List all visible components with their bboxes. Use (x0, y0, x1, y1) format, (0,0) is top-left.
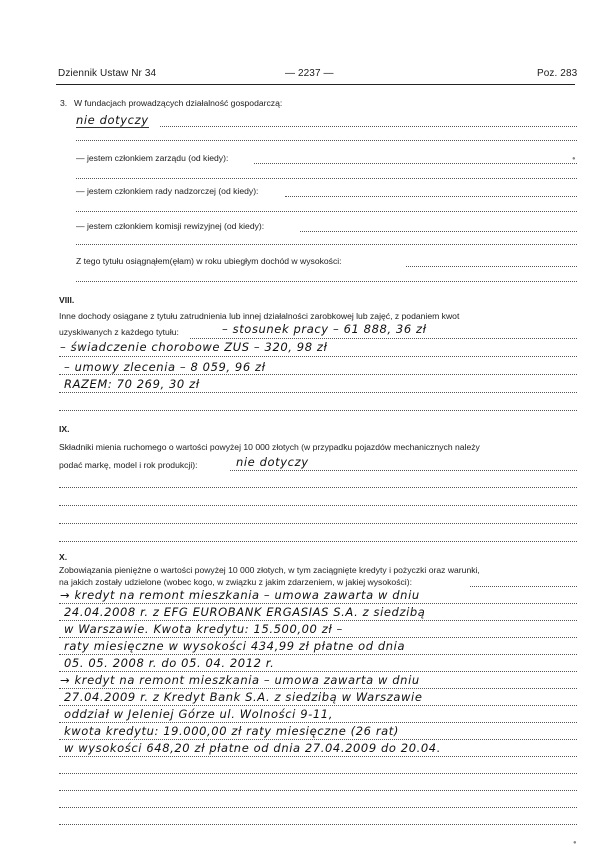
dotted-line (190, 338, 577, 339)
dotted-line (59, 790, 577, 791)
dotted-line (59, 487, 577, 488)
dotted-line (59, 620, 577, 621)
dotted-line (59, 541, 577, 542)
dotted-line (76, 281, 577, 282)
dotted-line (59, 637, 577, 638)
dotted-line (59, 392, 577, 393)
section8-line2: uzyskiwanych z każdego tytułu: (59, 327, 179, 337)
dotted-line (406, 266, 577, 267)
dotted-line (59, 773, 577, 774)
dotted-line (59, 523, 577, 524)
section10-line1: Zobowiązania pieniężne o wartości powyżej 10 000 złotych, w tym zaciągnięte kredyty i pożyczki oraz warunki, (59, 565, 480, 575)
header-rule (56, 84, 575, 85)
dotted-line (470, 586, 577, 587)
section3-label: 3. (60, 98, 68, 108)
section8-handwritten-2: – umowy zlecenia – 8 059, 96 zł (64, 360, 266, 374)
dotted-line (76, 244, 577, 245)
section10-handwritten-7: oddział w Jeleniej Górze ul. Wolności 9-11, (64, 707, 333, 721)
dotted-line (230, 470, 577, 471)
dotted-line (285, 196, 577, 197)
section10-handwritten-5: → kredyt na remont mieszkania – umowa zawarta w dniu (60, 673, 420, 687)
section10-handwritten-6: 27.04.2009 r. z Kredyt Bank S.A. z siedzibą w Warszawie (64, 690, 423, 704)
section9-line2: podać markę, model i rok produkcji): (59, 460, 198, 470)
dotted-line (76, 178, 577, 179)
dotted-line (59, 824, 577, 825)
page-number: — 2237 — (285, 68, 334, 79)
section3-item-audit: — jestem członkiem komisji rewizyjnej (od kiedy): (76, 221, 265, 231)
section10-handwritten-3: raty miesięczne w wysokości 434,99 zł płatne od dnia (64, 639, 406, 653)
dotted-line (59, 603, 577, 604)
dotted-line (300, 231, 577, 232)
journal-title: Dziennik Ustaw Nr 34 (58, 68, 157, 79)
scan-speck: ● (573, 840, 577, 846)
dotted-line (59, 410, 577, 411)
section10-handwritten-2: w Warszawie. Kwota kredytu: 15.500,00 zł – (64, 622, 343, 636)
section9-heading: IX. (59, 424, 70, 434)
dotted-line (76, 211, 577, 212)
dotted-line (59, 722, 577, 723)
dotted-line (59, 671, 577, 672)
section8-handwritten-3: RAZEM: 70 269, 30 zł (64, 377, 200, 391)
position-number: Poz. 283 (537, 68, 578, 79)
dotted-line (254, 163, 577, 164)
section10-line2: na jakich zostały udzielone (wobec kogo, w związku z jakim zdarzeniem, w jakiej wysokości): (59, 577, 412, 587)
section3-income-label: Z tego tytułu osiągnąłem(ęłam) w roku ubiegłym dochód w wysokości: (76, 256, 342, 266)
dotted-line (59, 688, 577, 689)
section3-item-board: — jestem członkiem zarządu (od kiedy): (76, 153, 229, 163)
section10-handwritten-1: 24.04.2008 r. z EFG EUROBANK ERGASIAS S.A. z siedzibą (64, 605, 426, 619)
section10-handwritten-4: 05. 05. 2008 r. do 05. 04. 2012 r. (64, 656, 275, 670)
dotted-line (76, 140, 577, 141)
section10-handwritten-0: → kredyt na remont mieszkania – umowa zawarta w dniu (60, 588, 420, 602)
section8-heading: VIII. (59, 295, 75, 305)
section3-handwritten: nie dotyczy (76, 113, 149, 127)
section8-handwritten-1: – świadczenie chorobowe ZUS – 320, 98 zł (60, 340, 328, 354)
section3-title: W fundacjach prowadzących działalność gospodarczą: (74, 98, 283, 108)
dotted-line (59, 374, 577, 375)
section8-line1: Inne dochody osiągane z tytułu zatrudnienia lub innej działalności zarobkowej lub zajęć, z podaniem kwot (59, 311, 460, 321)
section10-heading: X. (59, 552, 68, 562)
section9-line1: Składniki mienia ruchomego o wartości powyżej 10 000 złotych (w przypadku pojazdów mechanicznych należy (59, 442, 480, 452)
dotted-line (59, 756, 577, 757)
section10-handwritten-8: kwota kredytu: 19.000,00 zł raty miesięczne (26 rat) (64, 724, 399, 738)
dotted-line (59, 807, 577, 808)
dotted-line (160, 126, 577, 127)
dotted-line (59, 705, 577, 706)
dotted-line (59, 654, 577, 655)
section10-handwritten-9: w wysokości 648,20 zł płatne od dnia 27.04.2009 do 20.04. (64, 741, 441, 755)
dotted-line (59, 356, 577, 357)
dotted-line (59, 739, 577, 740)
section3-item-supervisory: — jestem członkiem rady nadzorczej (od kiedy): (76, 186, 259, 196)
section9-handwritten: nie dotyczy (236, 455, 309, 469)
dotted-line (59, 505, 577, 506)
scan-speck: ● (572, 156, 576, 162)
section8-handwritten-0: – stosunek pracy – 61 888, 36 zł (222, 322, 427, 336)
